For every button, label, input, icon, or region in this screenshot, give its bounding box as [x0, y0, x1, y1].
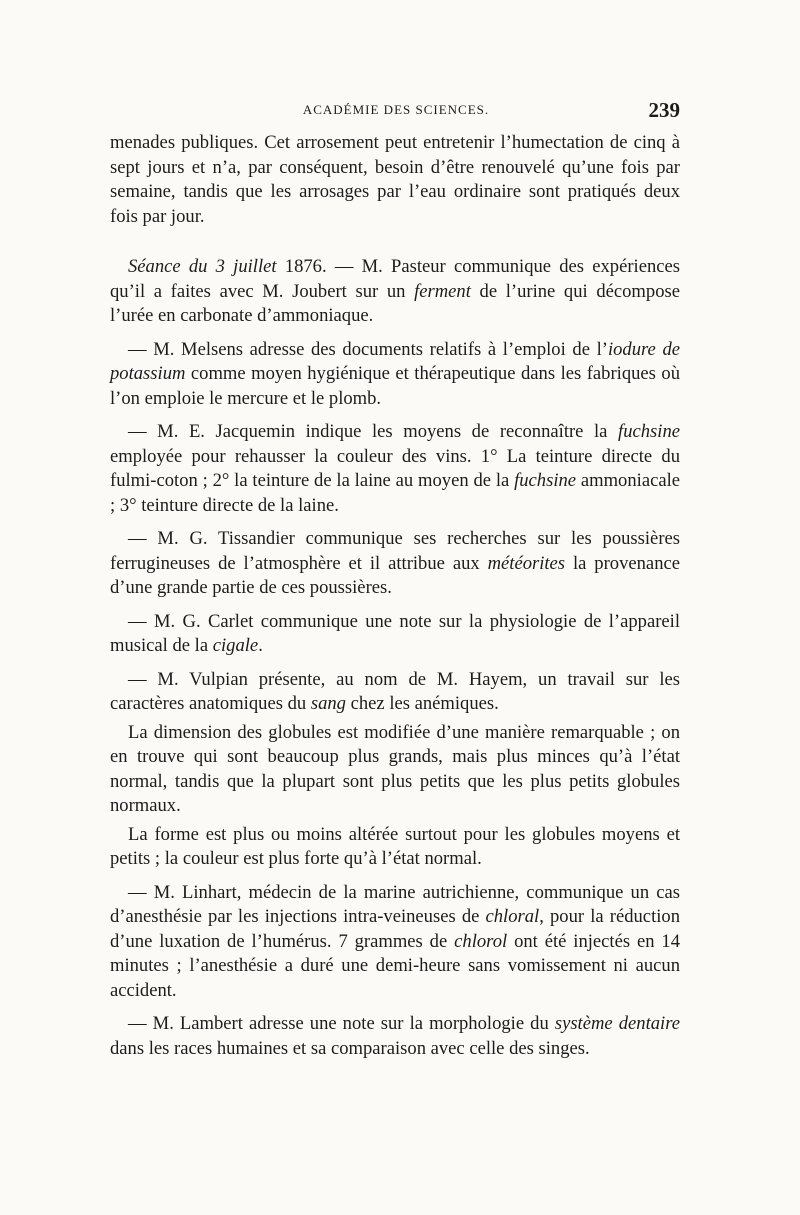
body-text: [110, 131, 680, 1061]
text-segment: La forme est plus ou moins altérée surtout pour les globules moyens et petits ; la couleur est plus forte qu’à l’état normal.: [110, 823, 680, 869]
italic-text-segment: sang: [310, 693, 346, 714]
text-segment: de l’urine qui décompose l’urée en carbonate d’ammoniaque.: [110, 280, 680, 326]
text-segment: , pour la réduction d’une luxation de l’humérus. 7 grammes de: [110, 906, 680, 952]
text-segment: — M. Lambert adresse une note sur la morphologie du: [128, 1013, 555, 1034]
text-segment: — M. Vulpian présente, au nom de M. Hayem, un travail sur les caractères anatomiques du: [110, 668, 680, 714]
paragraph-lambert: [110, 1012, 680, 1061]
paragraph-intro: [110, 131, 680, 229]
text-segment: — M. G. Tissandier communique ses recherches sur les poussières ferrugineuses de l’atmosphère et il attribue aux: [110, 528, 680, 574]
text-segment: ont été injectés en 14 minutes ; l’anesthésie a duré une demi-heure sans vomissement ni aucun accident.: [110, 930, 681, 1001]
italic-text-segment: cigale: [212, 635, 259, 656]
text-segment: ammoniacale ; 3° teinture directe de la laine.: [110, 470, 680, 516]
paragraph-linhart: [110, 881, 680, 1004]
italic-text-segment: Séance du 3 juillet: [128, 256, 277, 277]
paragraph-jacquemin: [110, 420, 680, 518]
text-segment: — M. G. Carlet communique une note sur la physiologie de l’appareil musical de la: [110, 610, 680, 656]
text-segment: menades publiques. Cet arrosement peut entretenir l’humectation de cinq à sept jours et n’a, par conséquent, besoin d’être renouvelé qu’une fois par semaine, tandis que les arrosages par l’eau ordinaire sont pratiqués deux fois par jour.: [110, 132, 680, 227]
text-segment: la provenance d’une grande partie de ces poussières.: [110, 552, 680, 598]
text-segment: La dimension des globules est modifiée d’une manière remarquable ; on en trouve qui sont beaucoup plus grands, mais plus minces qu’à l’état normal, tandis que la plupart sont plus petits que les plus petits globules normaux.: [110, 721, 680, 816]
running-title: ACADÉMIE DES SCIENCES.: [302, 102, 490, 117]
text-segment: chez les anémiques.: [345, 693, 499, 714]
text-segment: 1876. — M. Pasteur communique des expériences qu’il a faites avec M. Joubert sur un: [110, 256, 680, 302]
text-segment: comme moyen hygiénique et thérapeutique dans les fabriques où l’on emploie le mercure et le plomb.: [110, 363, 680, 409]
text-segment: employée pour rehausser la couleur des vins. 1° La teinture directe du fulmi-coton ; 2° la teinture de la laine au moyen de la: [110, 445, 680, 491]
paragraph-vulpian: [110, 668, 680, 717]
italic-text-segment: fuchsine: [618, 421, 680, 442]
page-header: [112, 98, 680, 128]
italic-text-segment: chlorol: [454, 930, 508, 952]
italic-text-segment: ferment: [414, 280, 471, 302]
text-segment: — M. Linhart, médecin de la marine autrichienne, communique un cas d’anesthésie par les injections intra-veineuses de: [110, 881, 680, 927]
text-segment: — M. E. Jacquemin indique les moyens de reconnaître la: [128, 421, 619, 442]
text-segment: .: [258, 635, 263, 656]
italic-text-segment: chloral: [485, 906, 540, 927]
italic-text-segment: météorites: [487, 552, 566, 574]
paragraph-carlet: [110, 610, 680, 659]
text-segment: dans les races humaines et sa comparaison avec celle des singes.: [110, 1037, 590, 1059]
paragraph-globules-forme: [110, 823, 680, 872]
page-number: 239: [648, 98, 680, 122]
paragraph-globules-dimension: [110, 721, 680, 819]
paragraph-seance-pasteur: [110, 255, 680, 329]
text-segment: — M. Melsens adresse des documents relatifs à l’emploi de l’: [128, 338, 608, 360]
italic-text-segment: système dentaire: [554, 1013, 680, 1034]
italic-text-segment: fuchsine: [514, 470, 577, 491]
paragraph-tissandier: [110, 527, 680, 601]
italic-text-segment: iodure de potassium: [110, 338, 680, 384]
paragraph-melsens: [110, 338, 680, 412]
